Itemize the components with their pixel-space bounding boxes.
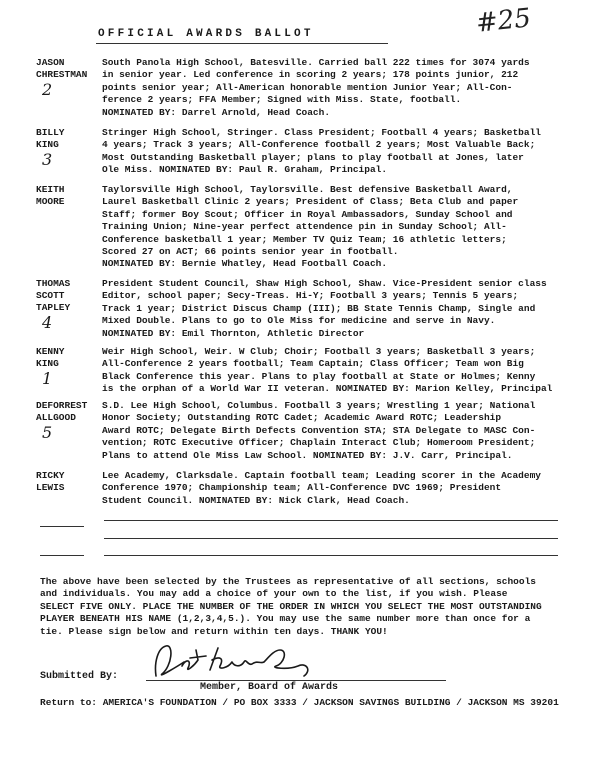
nominee-description: S.D. Lee High School, Columbus. Football 3 years; Wrestling 1 year; National Honor Society; Outstanding ROTC Cadet; Academic Award ROTC; Leadership Award ROTC; Delegate Birth Defects Convention STA; STA Delegate to MASC Con- vention; ROTC Executive Officer; Chaplain Interact Club; Homeroom President; Plans to attend Ole Miss Law School. NOMINATED BY: J.V. Carr, Principal.: [102, 400, 536, 461]
nominee-name: KENNY KING 1: [36, 346, 100, 387]
nominee-name: BILLY KING 3: [36, 127, 100, 168]
nominee-description: President Student Council, Shaw High School, Shaw. Vice-President senior class Editor, school paper; Secy-Treas. Hi-Y; Football 3 years; Tennis 5 years; Track 1 year; District Discus Champ (III); BB State Tennis Champ, Single and Mixed Double. Plans to go to Ole Miss for medicine and serve in Navy. NOMINATED BY: Emil Thornton, Athletic Director: [102, 278, 547, 339]
nominee-name: RICKY LEWIS: [36, 470, 65, 493]
rank-mark: 1: [42, 369, 53, 388]
nominee-description: Weir High School, Weir. W Club; Choir; Football 3 years; Basketball 3 years; All-Conference 2 years football; Team Captain; Class Officer; Team won Big Black Conference this year. Plans to play football at State or Holmes; Kenny is the orphan of a World War II veteran. NOMINATED BY: Marion Kelley, Principal: [102, 346, 553, 395]
rank-mark: 2: [42, 80, 53, 99]
return-address: Return to: AMERICA'S FOUNDATION / PO BOX 3333 / JACKSON SAVINGS BUILDING / JACKSON MS 39201: [40, 697, 559, 708]
nominee-name: KEITH MOORE: [36, 184, 65, 207]
signature-line[interactable]: [146, 680, 446, 681]
nominee-name: THOMAS SCOTT TAPLEY 4: [36, 278, 100, 331]
write-in-line[interactable]: [104, 520, 558, 521]
title-underline: [96, 43, 388, 44]
write-in-line[interactable]: [104, 555, 558, 556]
nominee-name: DEFORREST ALLGOOD 5: [36, 400, 100, 441]
nominee-description: Taylorsville High School, Taylorsville. Best defensive Basketball Award, Laurel Basketball Clinic 2 years; President of Class; Beta Club and paper Staff; former Boy Scout; Officer in Royal Ambassadors, Sunday School and Training Union; Nine-year perfect attendence pin in Sunday School; All- Conference basketball 1 year; Member TV Quiz Team; 16 athletic letters; Scored 27 on ACT; 66 points senior year in football. NOMINATED BY: Bernie Whatley, Head Football Coach.: [102, 184, 519, 270]
member-label: Member, Board of Awards: [200, 682, 339, 693]
ballot-instructions: The above have been selected by the Trustees as representative of all sections, schools and individuals. You may add a choice of your own to the list, if you wish. Please SELECT FIVE ONLY. PLACE THE NUMBER OF THE ORDER IN WHICH YOU SELECT THE MOST OUTSTANDING PLAYER BENEATH HIS NAME (1,2,3,4,5.). You may use the same number more than once for a tie. Please sign below and return within ten days. THANK YOU!: [40, 576, 542, 637]
handwritten-signature: [148, 636, 318, 684]
rank-mark: 5: [42, 423, 53, 442]
rank-mark: 3: [42, 150, 53, 169]
write-in-line[interactable]: [104, 538, 558, 539]
nominee-description: Lee Academy, Clarksdale. Captain football team; Leading scorer in the Academy Conference 1970; Championship team; All-Conference DVC 1969; President Student Council. NOMINATED BY: Nick Clark, Head Coach.: [102, 470, 541, 506]
write-in-name-line[interactable]: [40, 555, 84, 556]
nominee-name: JASON CHRESTMAN 2: [36, 57, 100, 98]
rank-mark: 4: [42, 313, 53, 332]
nominee-description: South Panola High School, Batesville. Carried ball 222 times for 3074 yards in senior year. Led conference in scoring 2 years; 178 points junior, 212 points senior year; All-American honorable mention Junior Year; All-Con- ference 2 years; FFA Member; Signed with Miss. State, football. NOMINATED BY: Darrel Arnold, Head Coach.: [102, 57, 530, 118]
write-in-name-line[interactable]: [40, 526, 84, 527]
ballot-title: OFFICIAL AWARDS BALLOT: [98, 28, 314, 40]
nominee-description: Stringer High School, Stringer. Class President; Football 4 years; Basketball 4 years; Track 3 years; All-Conference football 2 years; Most Valuable Back; Most Outstanding Basketball player; plans to play football at Jones, later Ole Miss. NOMINATED BY: Paul R. Graham, Principal.: [102, 127, 541, 176]
handwritten-ballot-number: #25: [474, 3, 533, 39]
submitted-by-label: Submitted By:: [40, 671, 119, 682]
